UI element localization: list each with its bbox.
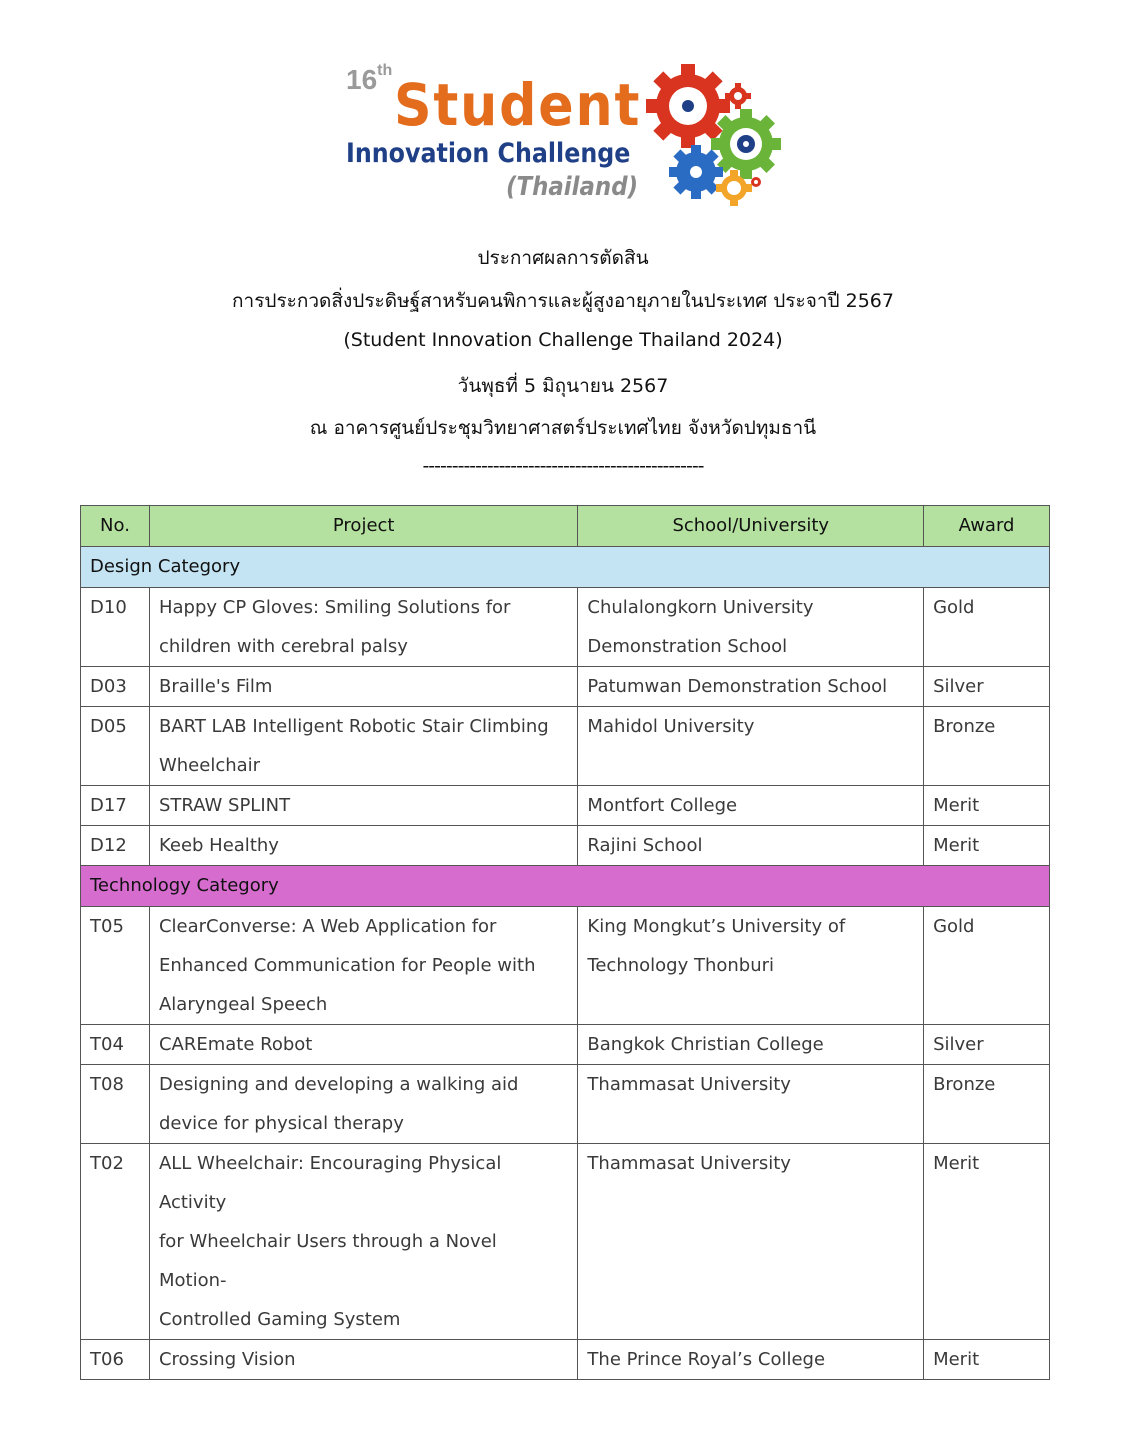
table-row [81, 588, 1050, 667]
school-name-line: Technology Thonburi [587, 955, 775, 976]
entry-number: D05 [81, 707, 150, 786]
table-row [81, 707, 1050, 786]
project-name-line: children with cerebral palsy [158, 636, 408, 657]
school-name-line: Montfort College [587, 795, 738, 816]
award-level: Merit [924, 1144, 1050, 1340]
award-level: Gold [924, 907, 1050, 1025]
school-name-cell [578, 667, 924, 707]
table-header-row [81, 506, 1050, 547]
project-name-cell [149, 1025, 577, 1065]
school-name-cell [578, 907, 924, 1025]
project-name-cell [149, 1065, 577, 1144]
school-name-line: Thammasat University [587, 1153, 791, 1174]
school-name-line: Demonstration School [587, 636, 788, 657]
project-name-line: STRAW SPLINT [158, 795, 291, 816]
header-award: Award [924, 506, 1050, 547]
competition-title-thai: การประกวดสิ่งประดิษฐ์สาหรับคนพิการและผู้สูงอายุภายในประเทศ ประจาปี 2567 [232, 290, 894, 312]
results-body [81, 547, 1050, 1380]
header-no: No. [81, 506, 150, 547]
results-table [80, 505, 1050, 1380]
school-name-cell [578, 786, 924, 826]
category-name: Technology Category [81, 866, 1050, 907]
school-name-line: The Prince Royal’s College [587, 1349, 826, 1370]
table-row [81, 1065, 1050, 1144]
entry-number: D12 [81, 826, 150, 866]
table-row [81, 1144, 1050, 1340]
gears-icon [638, 62, 788, 212]
school-name-line: Mahidol University [587, 716, 755, 737]
project-name-cell [149, 826, 577, 866]
school-name-line: Bangkok Christian College [587, 1034, 824, 1055]
project-name-line: Enhanced Communication for People with [158, 955, 536, 976]
project-name-line: device for physical therapy [158, 1113, 404, 1134]
project-name-line: Alaryngeal Speech [158, 994, 328, 1015]
header-project: Project [149, 506, 577, 547]
logo-word-innovation-challenge: Innovation Challenge [346, 138, 631, 169]
entry-number: T08 [81, 1065, 150, 1144]
award-level: Merit [924, 786, 1050, 826]
event-date: วันพุธที่ 5 มิถุนายน 2567 [457, 375, 669, 397]
school-name-line: King Mongkut’s University of [587, 916, 846, 937]
school-name-cell [578, 707, 924, 786]
project-name-line: Braille's Film [158, 676, 273, 697]
competition-title-english: (Student Innovation Challenge Thailand 2024) [343, 329, 783, 351]
table-row [81, 667, 1050, 707]
category-name: Design Category [81, 547, 1050, 588]
divider-line: ------------------------------------------------ [422, 455, 704, 477]
project-name-line: BART LAB Intelligent Robotic Stair Climbing [158, 716, 549, 737]
entry-number: T04 [81, 1025, 150, 1065]
category-row [81, 866, 1050, 907]
project-name-line: ALL Wheelchair: Encouraging Physical Activity [158, 1153, 502, 1213]
project-name-cell [149, 1144, 577, 1340]
project-name-cell [149, 907, 577, 1025]
table-row [81, 826, 1050, 866]
table-row [81, 1340, 1050, 1380]
project-name-line: for Wheelchair Users through a Novel Motion- [158, 1231, 497, 1291]
project-name-line: Keeb Healthy [158, 835, 279, 856]
table-row [81, 907, 1050, 1025]
project-name-cell [149, 707, 577, 786]
entry-number: T05 [81, 907, 150, 1025]
project-name-cell [149, 667, 577, 707]
logo-edition: 16th [346, 61, 393, 95]
event-venue: ณ อาคารศูนย์ประชุมวิทยาศาสตร์ประเทศไทย จังหวัดปทุมธานี [309, 417, 817, 439]
category-row [81, 547, 1050, 588]
announcement-title: ประกาศผลการตัดสิน [477, 247, 649, 269]
project-name-cell [149, 786, 577, 826]
entry-number: D17 [81, 786, 150, 826]
award-level: Silver [924, 667, 1050, 707]
entry-number: D03 [81, 667, 150, 707]
award-level: Gold [924, 588, 1050, 667]
award-level: Bronze [924, 1065, 1050, 1144]
award-level: Merit [924, 826, 1050, 866]
school-name-line: Thammasat University [587, 1074, 791, 1095]
project-name-line: Designing and developing a walking aid [158, 1074, 519, 1095]
project-name-line: Wheelchair [158, 755, 261, 776]
school-name-line: Rajini School [587, 835, 703, 856]
table-row [81, 786, 1050, 826]
header-school: School/University [578, 506, 924, 547]
school-name-cell [578, 1340, 924, 1380]
school-name-cell [578, 588, 924, 667]
award-level: Silver [924, 1025, 1050, 1065]
table-row [81, 1025, 1050, 1065]
entry-number: D10 [81, 588, 150, 667]
project-name-line: Happy CP Gloves: Smiling Solutions for [158, 597, 511, 618]
project-name-line: CAREmate Robot [158, 1034, 313, 1055]
project-name-line: Controlled Gaming System [158, 1309, 401, 1330]
school-name-line: Patumwan Demonstration School [587, 676, 888, 697]
logo-word-student: Student [394, 71, 642, 139]
school-name-cell [578, 1065, 924, 1144]
entry-number: T02 [81, 1144, 150, 1340]
school-name-cell [578, 1144, 924, 1340]
project-name-cell [149, 588, 577, 667]
project-name-line: ClearConverse: A Web Application for [158, 916, 497, 937]
school-name-line: Chulalongkorn University [587, 597, 814, 618]
award-level: Merit [924, 1340, 1050, 1380]
project-name-cell [149, 1340, 577, 1380]
event-logo [340, 62, 790, 212]
logo-word-thailand: (Thailand) [506, 172, 639, 202]
entry-number: T06 [81, 1340, 150, 1380]
school-name-cell [578, 1025, 924, 1065]
school-name-cell [578, 826, 924, 866]
project-name-line: Crossing Vision [158, 1349, 296, 1370]
award-level: Bronze [924, 707, 1050, 786]
